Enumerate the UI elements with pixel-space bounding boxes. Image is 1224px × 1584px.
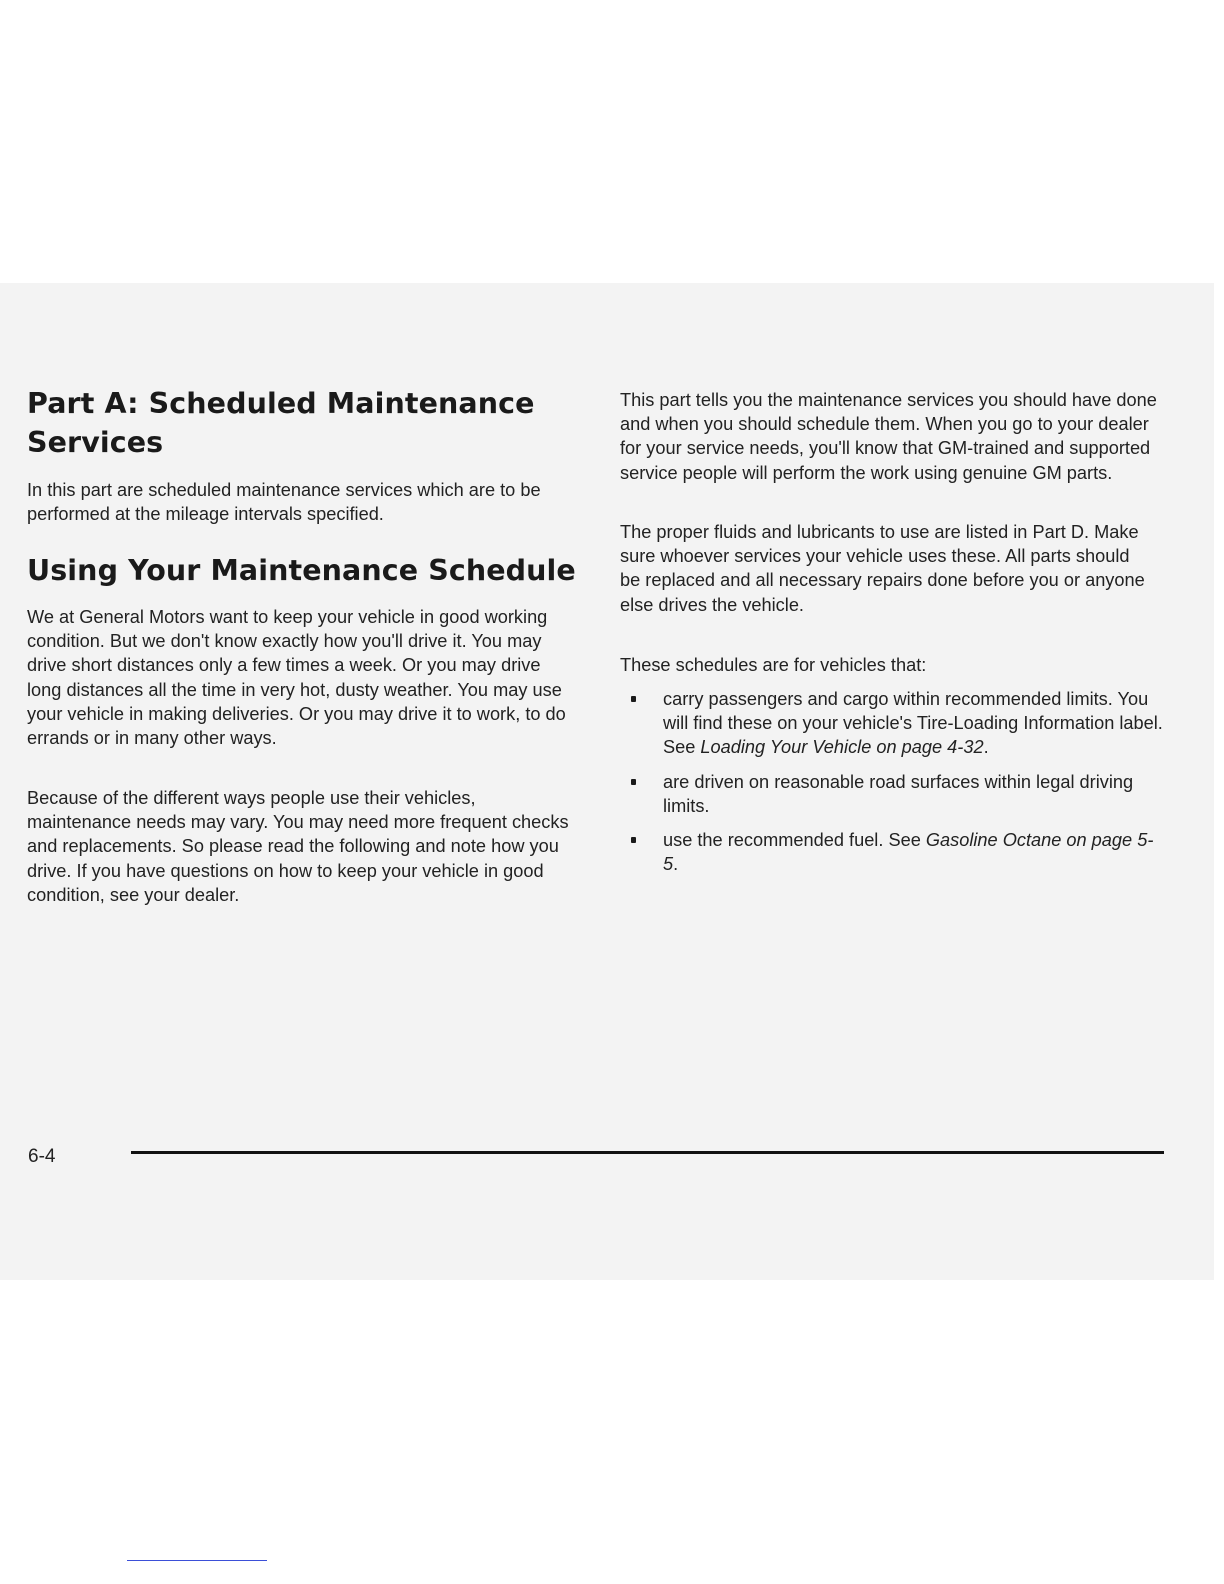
list-item-tail: . (673, 854, 679, 875)
page-number: 6-4 (28, 1146, 56, 1167)
right-paragraph-2: The proper fluids and lubricants to use are listed in Part D. Make sure whoever services your vehicle uses these. All parts should be replaced and all necessary repairs done before you or anyone else drives the vehicle. (620, 522, 1145, 615)
list-item (620, 828, 1165, 876)
bullet-icon (631, 696, 636, 702)
list-item-tail: . (983, 737, 989, 758)
schedule-paragraph-1: We at General Motors want to keep your vehicle in good working condition. But we don't know exactly how you'll drive it. You may drive short distances only a few times a week. Or you may drive long distances all the time in very hot, dusty weather. You may use your vehicle in making deliveries. Or you may drive it to work, to do errands or in many other ways. (27, 607, 566, 749)
list-item-text: are driven on reasonable road surfaces within legal driving limits. (663, 771, 1134, 816)
vehicle-conditions-list (620, 687, 1165, 876)
part-a-title: Part A: Scheduled Maintenance Services (27, 387, 535, 459)
list-item-text: use the recommended fuel. See (663, 830, 926, 851)
link-underline (127, 1560, 267, 1561)
bullet-icon (631, 837, 636, 843)
list-item (620, 687, 1165, 760)
page-content-area (0, 283, 1214, 1280)
list-item (620, 770, 1165, 818)
cross-reference-link[interactable]: Gasoline Octane on page 5-5 (663, 830, 1154, 875)
schedule-paragraph-2: Because of the different ways people use their vehicles, maintenance needs may vary. You may need more frequent checks and replacements. So please read the following and note how you drive. If you have questions on how to keep your vehicle in good condition, see your dealer. (27, 788, 569, 905)
list-item-text: carry passengers and cargo within recommended limits. You will find these on your vehicle's Tire-Loading Information label. See (663, 689, 1163, 758)
cross-reference-link[interactable]: Loading Your Vehicle on page 4-32 (700, 737, 984, 758)
right-paragraph-3: These schedules are for vehicles that: (620, 655, 927, 675)
schedule-title: Using Your Maintenance Schedule (27, 554, 576, 587)
part-a-intro: In this part are scheduled maintenance services which are to be performed at the mileage intervals specified. (27, 480, 541, 525)
right-paragraph-1: This part tells you the maintenance services you should have done and when you should schedule them. When you go to your dealer for your service needs, you'll know that GM-trained and supported service people will perform the work using genuine GM parts. (620, 390, 1157, 483)
footer-rule (131, 1151, 1164, 1154)
bullet-icon (631, 779, 636, 785)
